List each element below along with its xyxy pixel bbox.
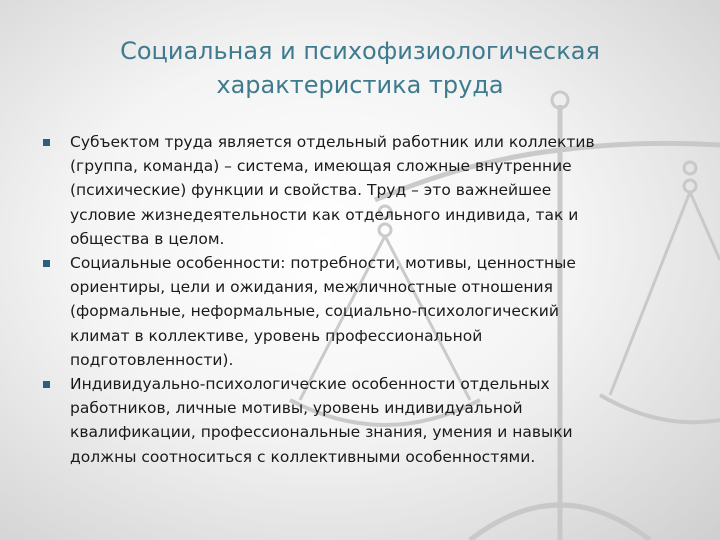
- bullet-list: [40, 130, 670, 469]
- bullet-text: Субъектом труда является отдельный работник или коллектив (группа, команда) – система, имеющая сложные внутренние (психические) функции и свойства. Труд – это важнейшее условие жизнедеятельности как отдельного индивида, так и общества в целом.: [70, 133, 595, 248]
- square-bullet-icon: [43, 381, 50, 388]
- slide-title: [40, 34, 680, 102]
- title-line-1: Социальная и психофизиологическая: [120, 37, 600, 65]
- list-item: [40, 130, 670, 251]
- square-bullet-icon: [43, 260, 50, 267]
- title-line-2: характеристика труда: [216, 71, 504, 99]
- bullet-text: Индивидуально-психологические особенности отдельных работников, личные мотивы, уровень индивидуальной квалификации, профессиональные знания, умения и навыки должны соотноситься с коллективными особенностями.: [70, 375, 573, 466]
- square-bullet-icon: [43, 139, 50, 146]
- list-item: [40, 251, 670, 372]
- bullet-text: Социальные особенности: потребности, мотивы, ценностные ориентиры, цели и ожидания, межличностные отношения (формальные, неформальные, социально-психологический климат в коллективе, уровень профессиональной подготовленности).: [70, 254, 576, 369]
- list-item: [40, 372, 670, 469]
